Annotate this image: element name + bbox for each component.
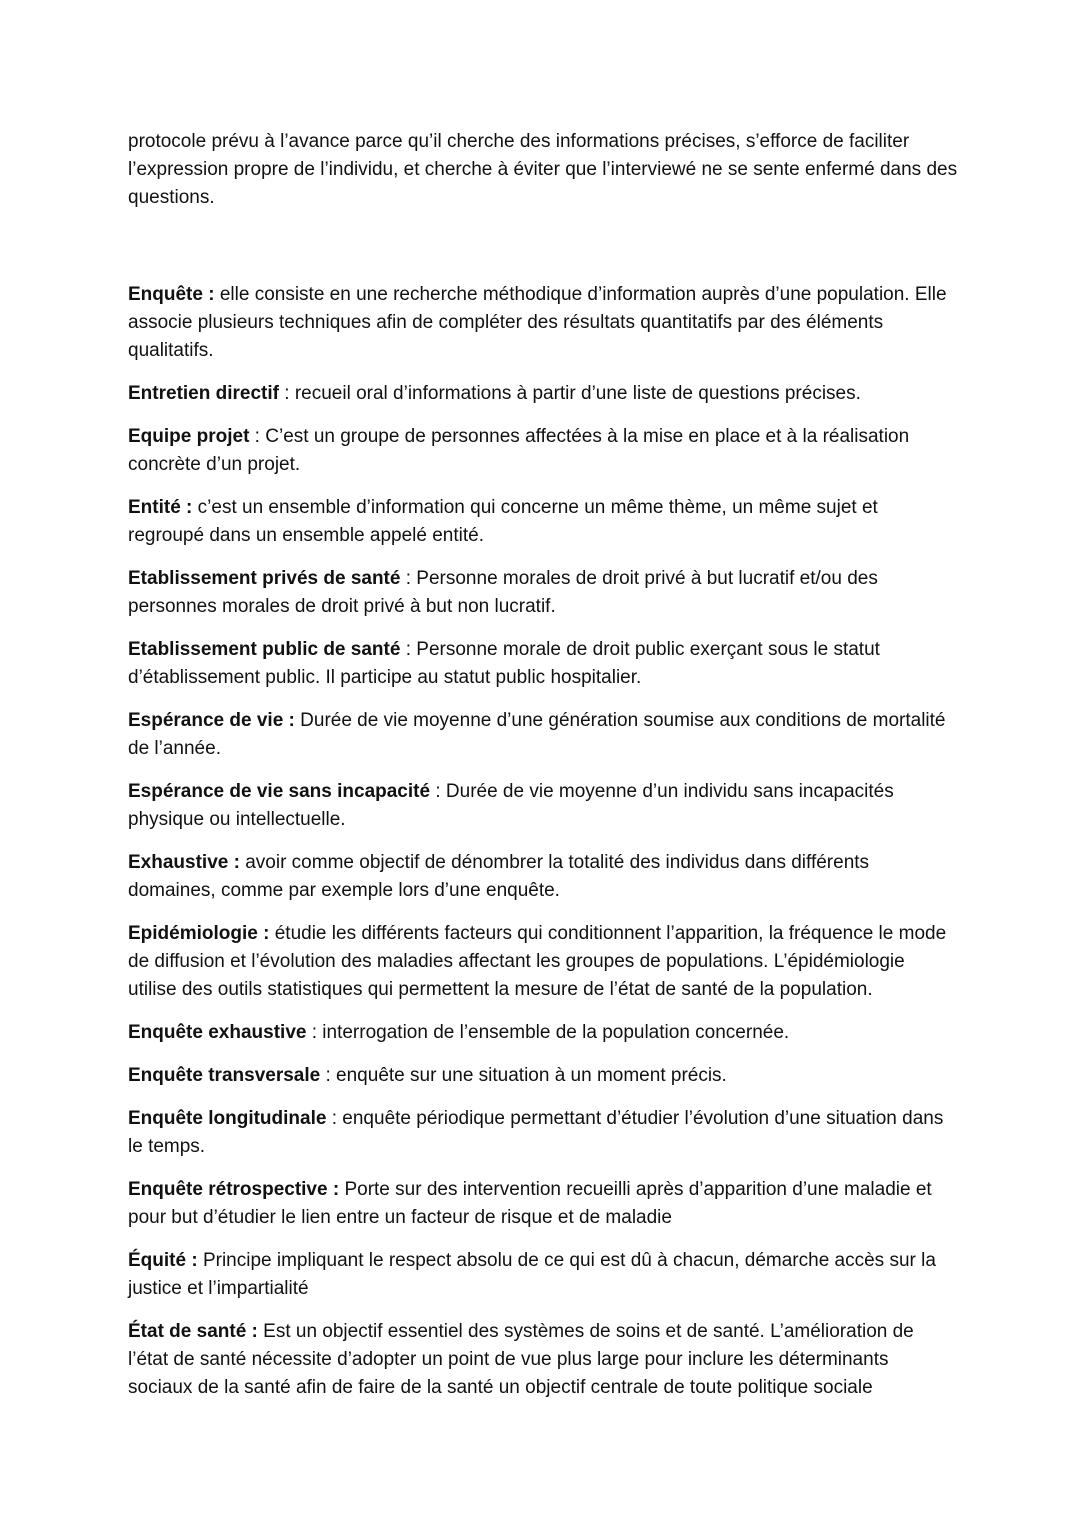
- entry-definition: Porte sur des intervention recueilli après d’apparition d’une maladie et pour but d’étudier le lien entre un facteur de risque et de maladie: [128, 1179, 932, 1228]
- entry-separator: :: [326, 1108, 343, 1129]
- glossary-entry: [128, 636, 958, 692]
- entry-separator: :: [400, 639, 417, 660]
- glossary-entry: [128, 849, 958, 905]
- entry-term: Enquête rétrospective :: [128, 1179, 340, 1200]
- glossary-list: [128, 281, 958, 1402]
- entry-separator: :: [430, 781, 446, 802]
- entry-term: Entité :: [128, 497, 193, 518]
- entry-term: Etablissement public de santé: [128, 639, 401, 660]
- entry-term: Enquête exhaustive: [128, 1022, 307, 1043]
- entry-term: Equipe projet: [128, 426, 250, 447]
- entry-term: Équité :: [128, 1250, 198, 1271]
- entry-definition: étudie les différents facteurs qui conditionnent l’apparition, la fréquence le mode de diffusion et l’évolution des maladies affectant les groupes de populations. L’épidémiologie utilise des outils statistiques qui permettent la mesure de l’état de santé de la population.: [128, 923, 947, 1000]
- entry-definition: C’est un groupe de personnes affectées à la mise en place et à la réalisation concrète d’un projet.: [128, 426, 910, 475]
- entry-separator: :: [306, 1022, 323, 1043]
- entry-term: Entretien directif: [128, 383, 279, 404]
- entry-separator: :: [278, 383, 295, 404]
- glossary-entry: [128, 380, 958, 408]
- entry-term: Enquête longitudinale: [128, 1108, 327, 1129]
- glossary-entry: [128, 1019, 958, 1047]
- glossary-entry: [128, 1105, 958, 1161]
- entry-definition: Principe impliquant le respect absolu de ce qui est dû à chacun, démarche accès sur la justice et l’impartialité: [128, 1250, 936, 1299]
- glossary-entry: [128, 281, 958, 365]
- entry-separator: :: [249, 426, 266, 447]
- entry-definition: Est un objectif essentiel des systèmes de soins et de santé. L’amélioration de l’état de santé nécessite d’adopter un point de vue plus large pour inclure les déterminants sociaux de la santé afin de faire de la santé un objectif centrale de toute politique sociale: [128, 1321, 914, 1398]
- entry-definition: enquête sur une situation à un moment précis.: [336, 1065, 727, 1086]
- glossary-entry: [128, 1062, 958, 1090]
- glossary-entry: [128, 1176, 958, 1232]
- document-page: [128, 128, 958, 1417]
- glossary-entry: [128, 1318, 958, 1402]
- glossary-entry: [128, 494, 958, 550]
- entry-term: Exhaustive :: [128, 852, 240, 873]
- glossary-entry: [128, 565, 958, 621]
- entry-term: Enquête transversale: [128, 1065, 321, 1086]
- entry-definition: c’est un ensemble d’information qui concerne un même thème, un même sujet et regroupé dans un ensemble appelé entité.: [128, 497, 878, 546]
- entry-definition: elle consiste en une recherche méthodique d’information auprès d’une population. Elle associe plusieurs techniques afin de compléter des résultats quantitatifs par des éléments qualitatifs.: [128, 284, 947, 361]
- entry-definition: interrogation de l’ensemble de la population concernée.: [322, 1022, 790, 1043]
- entry-definition: recueil oral d’informations à partir d’une liste de questions précises.: [294, 383, 861, 404]
- entry-definition: Personne morales de droit privé à but lucratif et/ou des personnes morales de droit privé à but non lucratif.: [128, 568, 878, 617]
- glossary-entry: [128, 707, 958, 763]
- entry-term: État de santé :: [128, 1321, 258, 1342]
- entry-definition: enquête périodique permettant d’étudier l’évolution d’une situation dans le temps.: [128, 1108, 944, 1157]
- entry-term: Epidémiologie :: [128, 923, 270, 944]
- entry-term: Enquête :: [128, 284, 215, 305]
- entry-definition: Personne morale de droit public exerçant sous le statut d’établissement public. Il participe au statut public hospitalier.: [128, 639, 880, 688]
- entry-definition: Durée de vie moyenne d’une génération soumise aux conditions de mortalité de l’année.: [128, 710, 946, 759]
- entry-term: Etablissement privés de santé: [128, 568, 401, 589]
- entry-definition: Durée de vie moyenne d’un individu sans incapacités physique ou intellectuelle.: [128, 781, 894, 830]
- intro-paragraph: protocole prévu à l’avance parce qu’il cherche des informations précises, s’efforce de faciliter l’expression propre de l’individu, et cherche à éviter que l’interviewé ne se sente enfermé dans des questions.: [128, 131, 958, 208]
- glossary-entry: [128, 778, 958, 834]
- glossary-entry: [128, 920, 958, 1004]
- entry-separator: :: [320, 1065, 337, 1086]
- glossary-entry: [128, 1247, 958, 1303]
- entry-definition: avoir comme objectif de dénombrer la totalité des individus dans différents domaines, comme par exemple lors d’une enquête.: [128, 852, 870, 901]
- entry-term: Espérance de vie sans incapacité: [128, 781, 431, 802]
- entry-term: Espérance de vie :: [128, 710, 295, 731]
- entry-separator: :: [400, 568, 417, 589]
- glossary-entry: [128, 423, 958, 479]
